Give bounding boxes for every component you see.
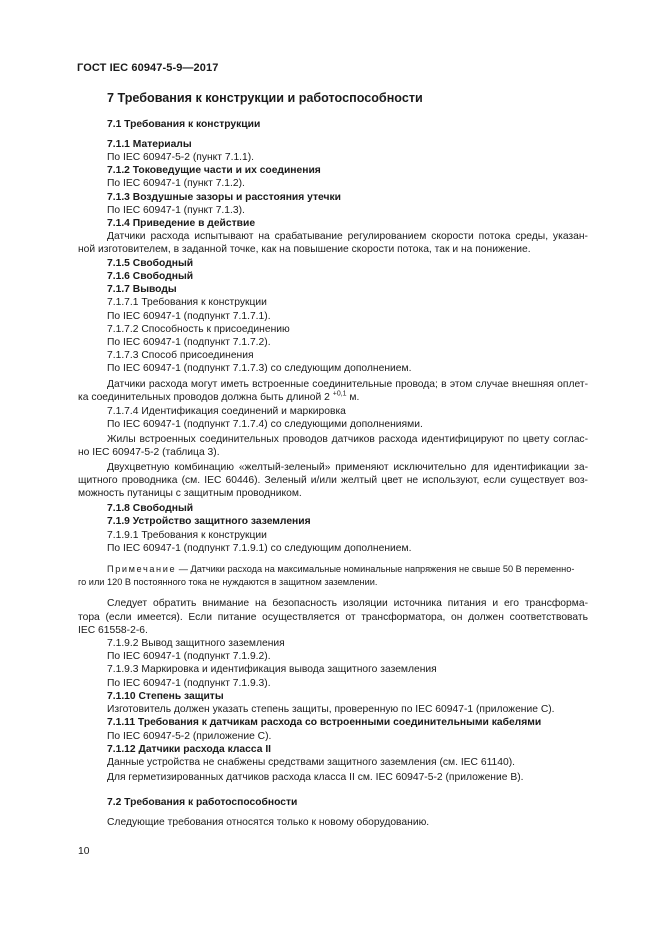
text-line: щитного проводника (см. IEC 60446). Зеленый и/или желтый цвет не используют, если существует воз- <box>78 475 588 486</box>
text-line: Двухцветную комбинацию «желтый-зеленый» применяют исключительно для идентификации за- <box>107 462 588 473</box>
clause-heading-7-1-8: 7.1.8 Свободный <box>107 503 194 514</box>
text-line: Жилы встроенных соединительных проводов датчиков расхода идентифицируют по цвету соглас- <box>107 434 588 445</box>
subclause-heading: 7.1.7.1 Требования к конструкции <box>107 297 267 308</box>
text-line: По IEC 60947-1 (подпункт 7.1.7.4) со следующими дополнениями. <box>107 419 423 430</box>
clause-heading-7-1-4: 7.1.4 Приведение в действие <box>107 218 256 229</box>
text-line: ной изготовителем, в заданной точке, как на повышение скорости потока, так и на понижение. <box>78 244 531 255</box>
tolerance-superscript: +0,1 <box>332 390 347 398</box>
subsection-heading-7-2: 7.2 Требования к работоспособности <box>107 797 298 808</box>
subsection-heading-7-1: 7.1 Требования к конструкции <box>107 119 261 130</box>
clause-heading-7-1-1: 7.1.1 Материалы <box>107 139 192 150</box>
subclause-heading: 7.1.7.2 Способность к присоединению <box>107 324 290 335</box>
clause-heading-7-1-3: 7.1.3 Воздушные зазоры и расстояния утечки <box>107 192 341 203</box>
clause-heading-7-1-9: 7.1.9 Устройство защитного заземления <box>107 516 311 527</box>
text-line: ка соединительных проводов должна быть длиной 2 $^{+0,1}$ м. <box>78 390 360 403</box>
text-line: По IEC 60947-1 (подпункт 7.1.7.1). <box>107 311 271 322</box>
text-line: По IEC 60947-1 (подпункт 7.1.9.2). <box>107 651 271 662</box>
subclause-heading: 7.1.9.3 Маркировка и идентификация вывода защитного заземления <box>107 664 437 675</box>
text-line: Для герметизированных датчиков расхода класса II см. IEC 60947-5-2 (приложение В). <box>107 772 524 783</box>
text-line: По IEC 60947-1 (подпункт 7.1.7.2). <box>107 337 271 348</box>
subclause-heading: 7.1.9.2 Вывод защитного заземления <box>107 638 285 649</box>
text-line: По IEC 60947-1 (подпункт 7.1.7.3) со следующим дополнением. <box>107 363 412 374</box>
clause-heading-7-1-5: 7.1.5 Свободный <box>107 258 194 269</box>
text-line: Датчики расхода могут иметь встроенные соединительные провода; в этом случае внешняя оплет- <box>107 379 588 390</box>
text-line: По IEC 60947-1 (подпункт 7.1.9.1) со следующим дополнением. <box>107 543 412 554</box>
text-line: Следует обратить внимание на безопасность изоляции источника питания и его трансформа- <box>107 598 588 609</box>
subclause-heading: 7.1.9.1 Требования к конструкции <box>107 530 267 541</box>
text-line: По IEC 60947-1 (подпункт 7.1.9.3). <box>107 678 271 689</box>
text-line: тора (если имеется). Если питание осуществляется от трансформатора, он должен соответствовать <box>78 612 588 623</box>
clause-heading-7-1-2: 7.1.2 Токоведущие части и их соединения <box>107 165 321 176</box>
text-line: По IEC 60947-5-2 (приложение С). <box>107 731 272 742</box>
text-line: Данные устройства не снабжены средствами защитного заземления (см. IEC 61140). <box>107 757 516 768</box>
note-line: го или 120 В постоянного тока не нуждаются в защитном заземлении. <box>78 577 378 587</box>
text-line: Следующие требования относятся только к новому оборудованию. <box>107 817 430 828</box>
page-number: 10 <box>78 846 90 857</box>
clause-heading-7-1-11: 7.1.11 Требования к датчикам расхода со встроенными соединительными кабелями <box>107 717 542 728</box>
subclause-heading: 7.1.7.4 Идентификация соединений и маркировка <box>107 406 346 417</box>
text-line: Датчики расхода испытывают на срабатывание регулированием скорости потока среды, указан- <box>107 231 588 242</box>
clause-heading-7-1-10: 7.1.10 Степень защиты <box>107 691 224 702</box>
text-line: IEC 61558-2-6. <box>78 625 148 636</box>
text-line: можность путаницы с защитным проводником. <box>78 488 302 499</box>
section-heading-7: 7 Требования к конструкции и работоспособности <box>107 91 423 105</box>
running-header: ГОСТ IEC 60947-5-9—2017 <box>77 62 219 74</box>
text-line: но IEC 60947-5-2 (таблица 3). <box>78 447 220 458</box>
note-label: Примечание <box>107 564 177 574</box>
subclause-heading: 7.1.7.3 Способ присоединения <box>107 350 254 361</box>
clause-heading-7-1-6: 7.1.6 Свободный <box>107 271 194 282</box>
text-line: Изготовитель должен указать степень защиты, проверенную по IEC 60947-1 (приложение С). <box>107 704 555 715</box>
clause-heading-7-1-7: 7.1.7 Выводы <box>107 284 177 295</box>
text-line: По IEC 60947-1 (пункт 7.1.3). <box>107 205 245 216</box>
text-line: По IEC 60947-1 (пункт 7.1.2). <box>107 178 245 189</box>
clause-heading-7-1-12: 7.1.12 Датчики расхода класса II <box>107 744 272 755</box>
text-line: По IEC 60947-5-2 (пункт 7.1.1). <box>107 152 255 163</box>
note-line: Примечание — Датчики расхода на максимальные номинальные напряжения не свыше 50 В переменно- <box>107 564 575 574</box>
